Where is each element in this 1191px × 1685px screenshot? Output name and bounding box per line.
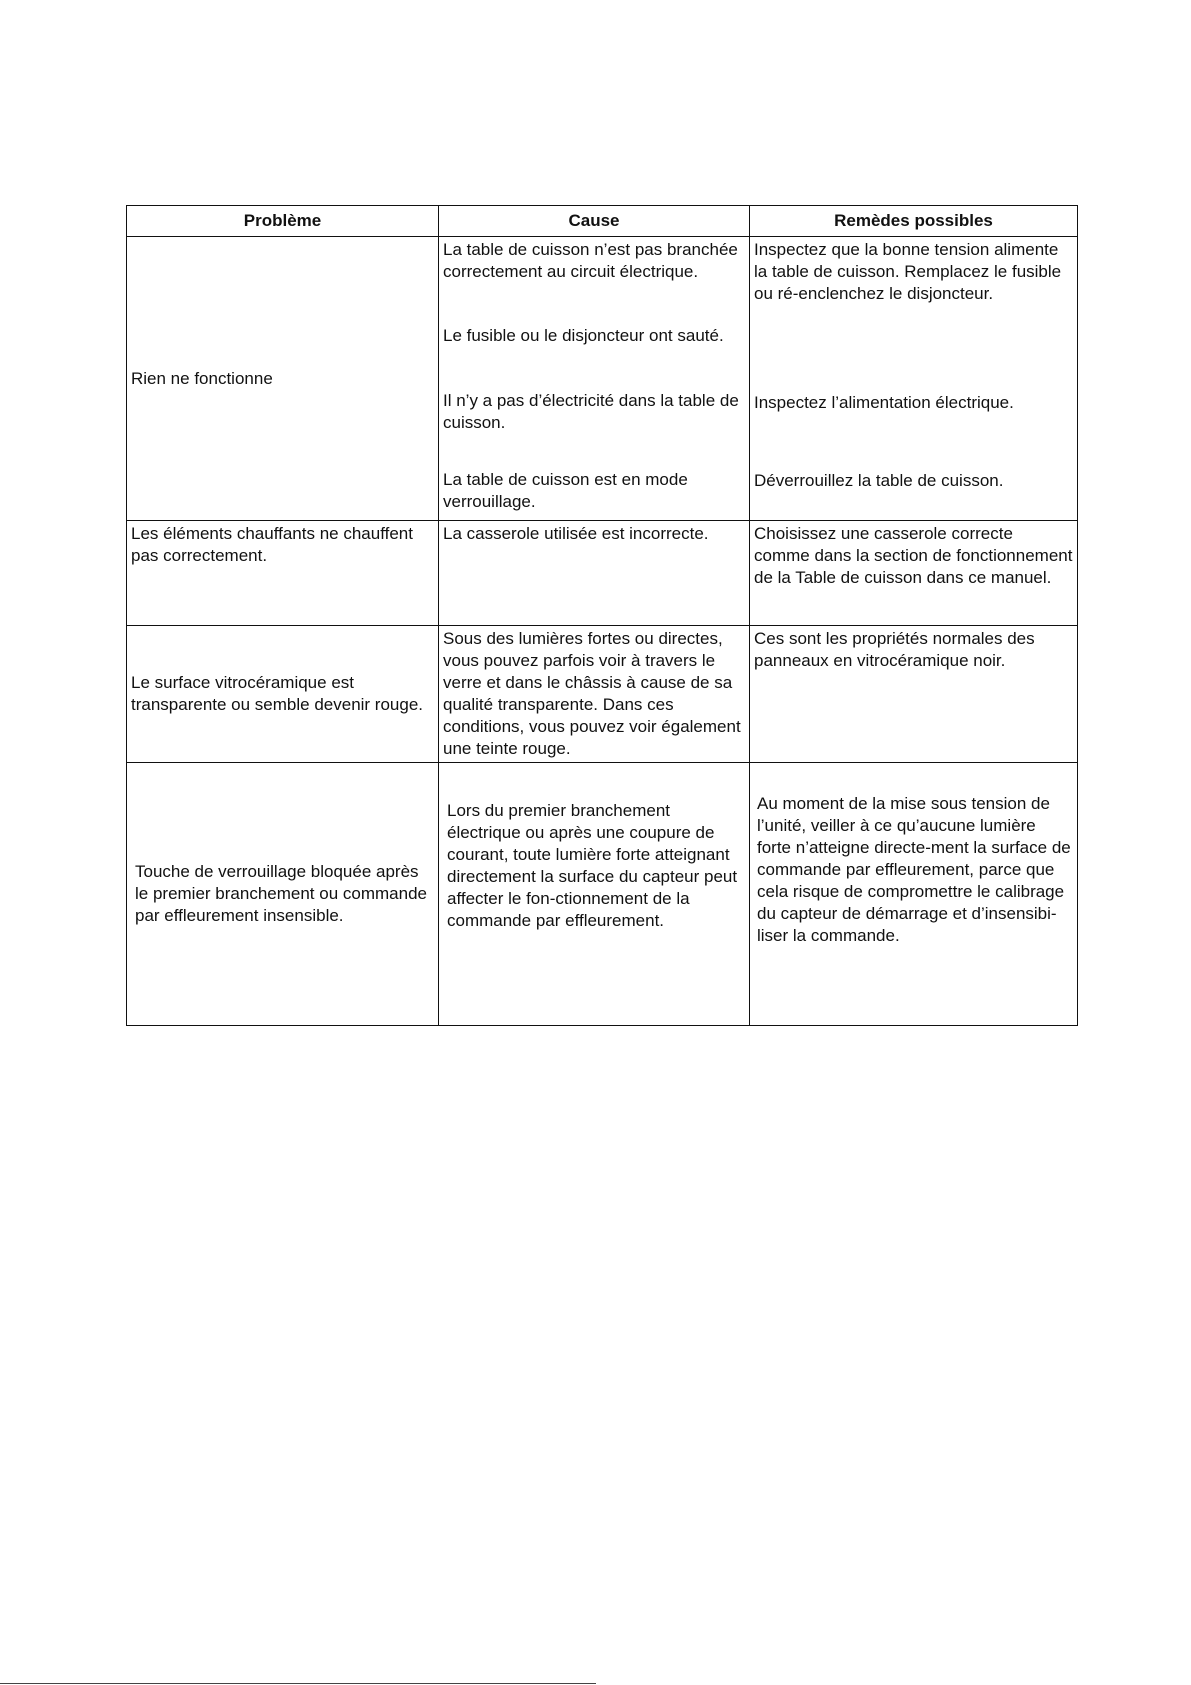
remedy-text: Inspectez l’alimentation électrique. [754, 393, 1014, 412]
problem-cell [127, 521, 439, 626]
problem-text: Touche de verrouillage bloquée après le premier branchement ou commande par effleurement insensible. [135, 862, 427, 925]
problem-text: Le surface vitrocéramique est transparente ou semble devenir rouge. [131, 673, 424, 714]
cause-text: Le fusible ou le disjoncteur ont sauté. [443, 326, 724, 345]
troubleshooting-table [126, 205, 1078, 1026]
remedy-text: Choisissez une casserole correcte comme dans la section de fonctionnement de la Table de cuisson dans ce manuel. [754, 524, 1073, 587]
cause-text: La casserole utilisée est incorrecte. [443, 524, 709, 543]
footer-rule [0, 1683, 596, 1684]
cause-cell [439, 237, 750, 521]
remedy-cell [750, 521, 1078, 626]
remedy-cell [750, 626, 1078, 763]
table-header-row [127, 206, 1078, 237]
remedy-text: Ces sont les propriétés normales des panneaux en vitrocéramique noir. [754, 629, 1035, 670]
table-row [127, 521, 1078, 626]
header-remedies: Remèdes possibles [750, 206, 1078, 237]
remedy-text: Au moment de la mise sous tension de l’unité, veiller à ce qu’aucune lumière forte n’atteigne directe-ment la surface de commande par effleurement, parce que cela risque de compromettre le calibrage du capteur de démarrage et d’insensibi-liser la commande. [757, 794, 1071, 945]
remedy-text: Inspectez que la bonne tension alimente la table de cuisson. Remplacez le fusible ou ré-enclenchez le disjoncteur. [754, 240, 1062, 303]
cause-text: La table de cuisson est en mode verrouillage. [443, 470, 688, 511]
cause-cell [439, 626, 750, 763]
problem-text: Les éléments chauffants ne chauffent pas correctement. [131, 524, 413, 565]
cause-text: Sous des lumières fortes ou directes, vous pouvez parfois voir à travers le verre et dans le châssis à cause de sa qualité transparente. Dans ces conditions, vous pouvez voir également une teinte rouge. [443, 629, 741, 758]
problem-cell [127, 626, 439, 763]
header-cause: Cause [439, 206, 750, 237]
problem-cell [127, 763, 439, 1026]
table-row [127, 626, 1078, 763]
remedy-text: Déverrouillez la table de cuisson. [754, 471, 1004, 490]
cause-cell [439, 521, 750, 626]
table-row [127, 763, 1078, 1026]
problem-text: Rien ne fonctionne [131, 368, 273, 388]
cause-cell [439, 763, 750, 1026]
problem-cell [127, 237, 439, 521]
cause-text: Lors du premier branchement électrique ou après une coupure de courant, toute lumière forte atteignant directement la surface du capteur peut affecter le fon-ctionnement de la commande par effleurement. [447, 801, 738, 930]
remedy-cell [750, 763, 1078, 1026]
remedy-cell [750, 237, 1078, 521]
cause-text: La table de cuisson n’est pas branchée correctement au circuit électrique. [443, 240, 738, 281]
table-row [127, 237, 1078, 521]
header-problem: Problème [127, 206, 439, 237]
cause-text: Il n’y a pas d’électricité dans la table de cuisson. [443, 391, 739, 432]
